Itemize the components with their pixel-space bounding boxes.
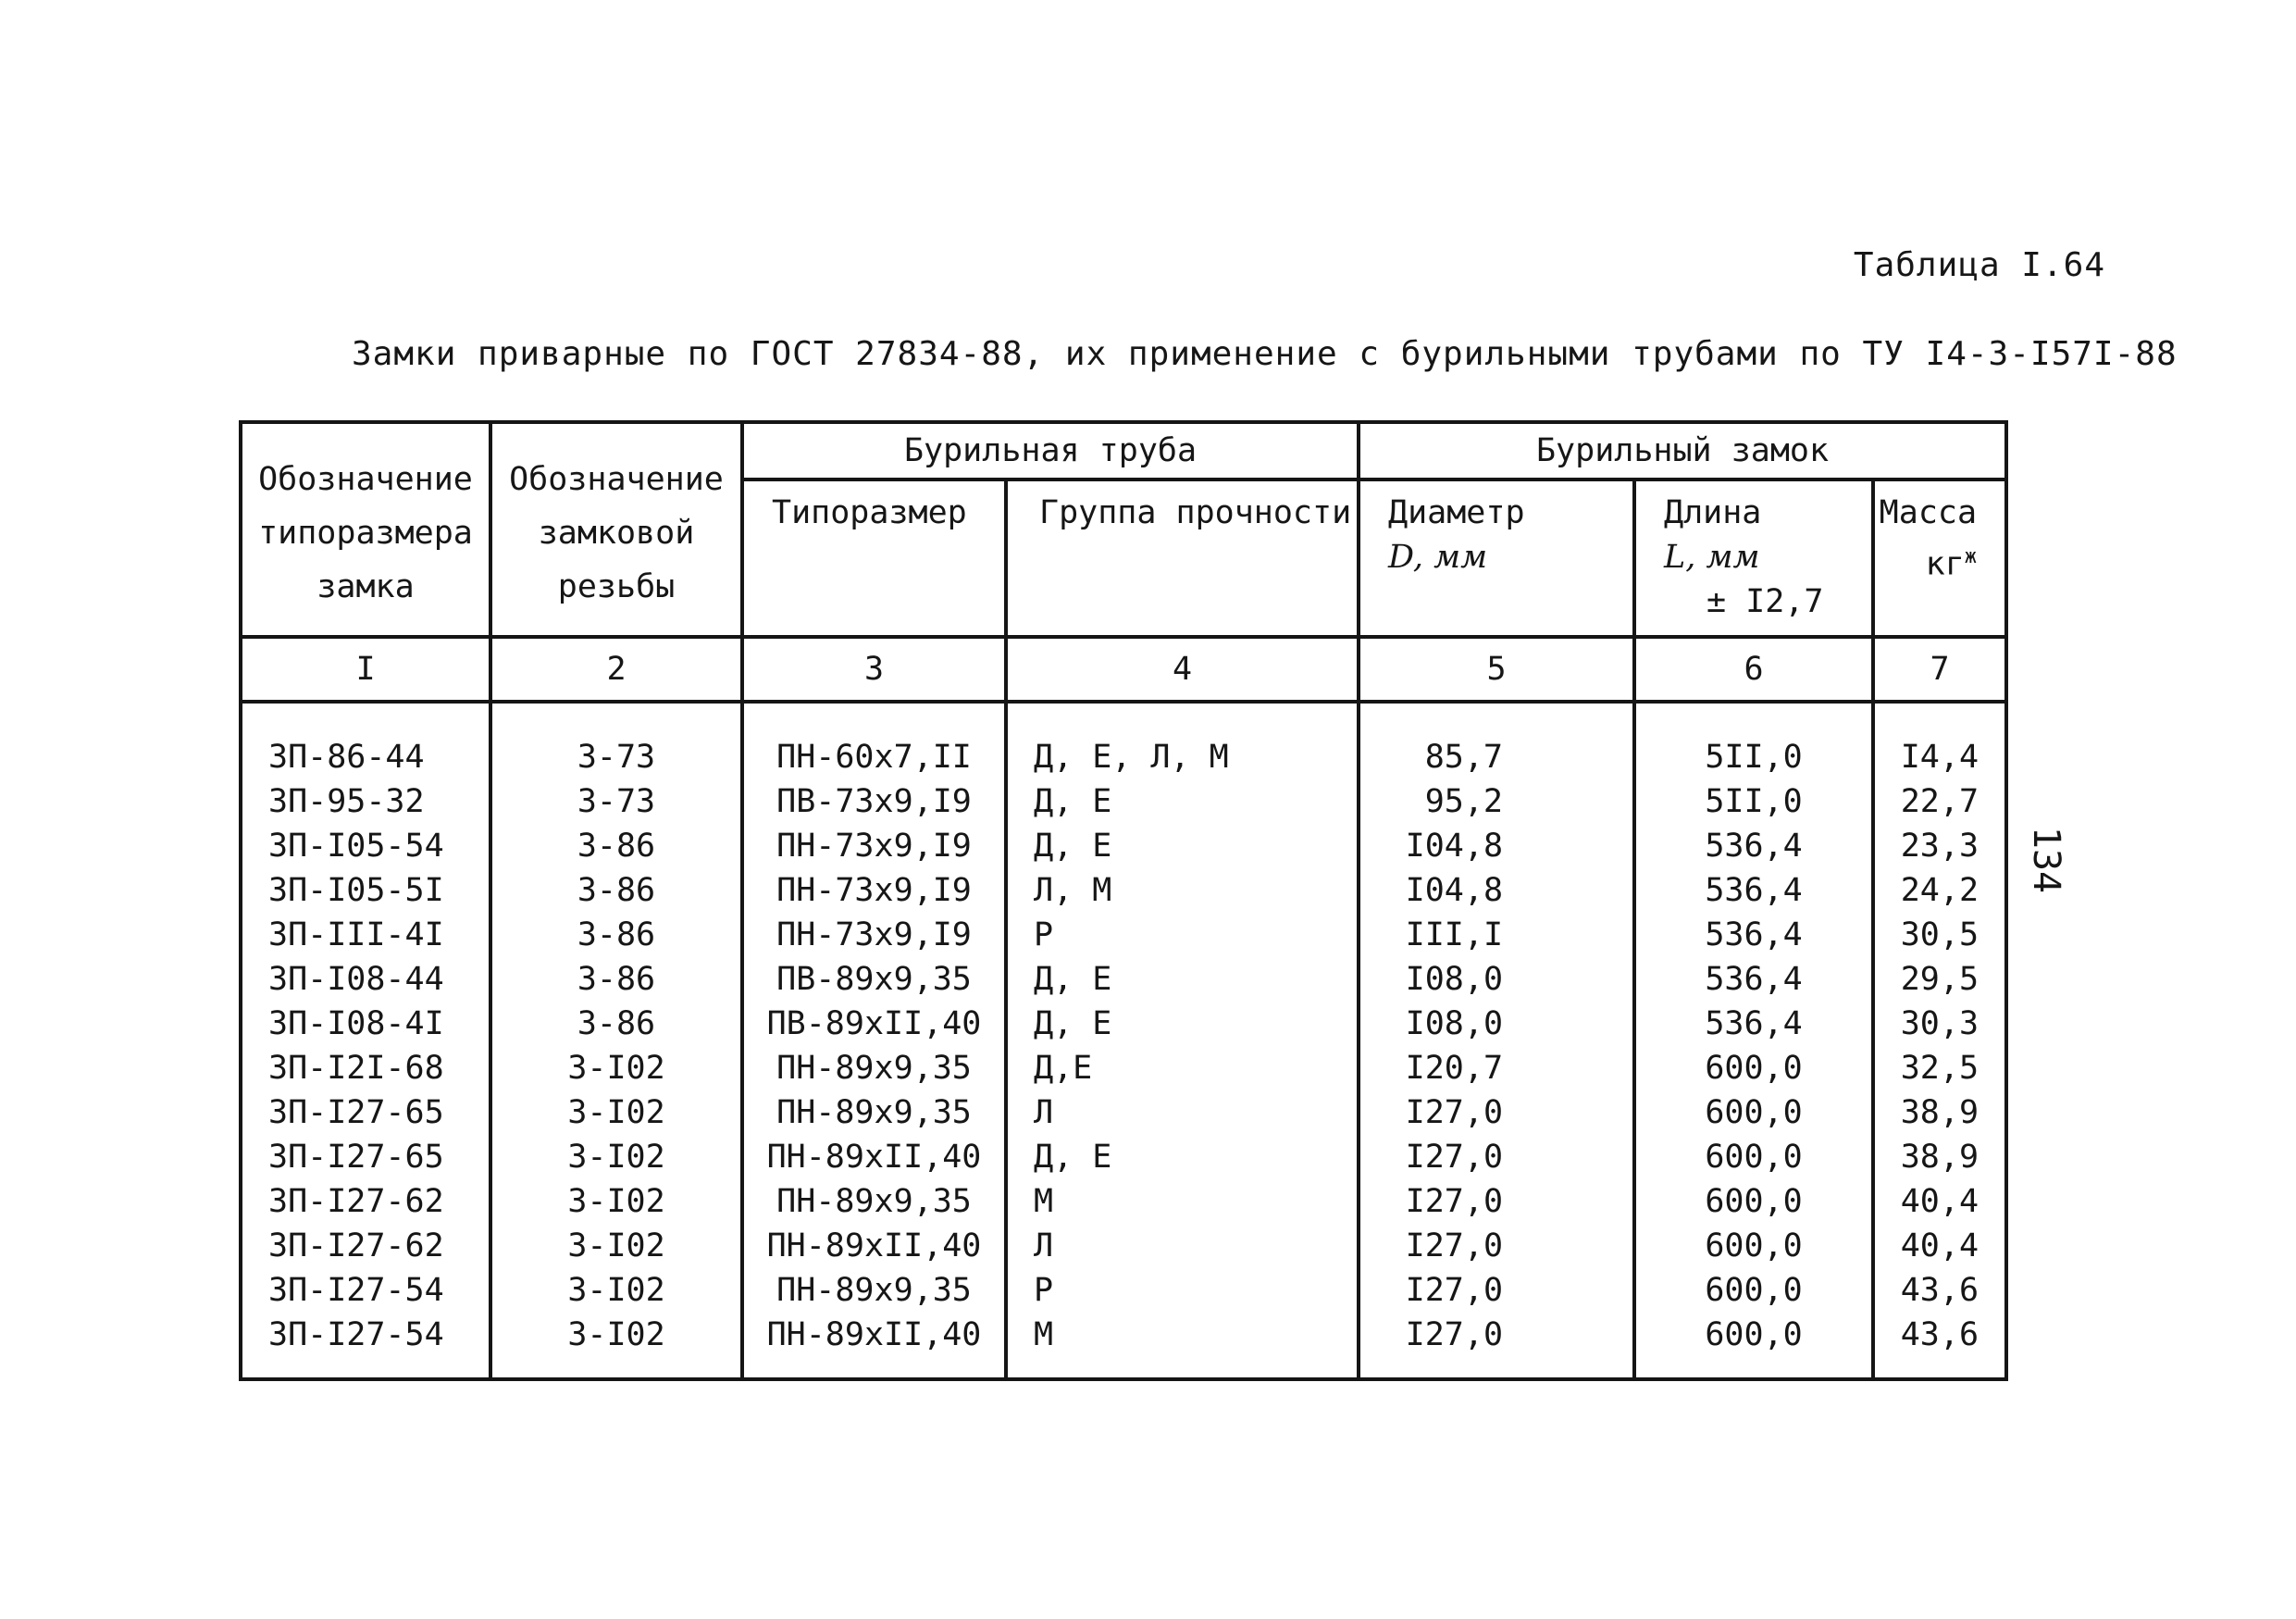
cell-length: 600,0 [1634, 1313, 1873, 1379]
cell-pipe-size: ПН-89х9,35 [742, 1268, 1006, 1313]
table-row [241, 1135, 2006, 1179]
cell-lock-size: ЗП-I27-54 [241, 1268, 490, 1313]
cell-thread: З-I02 [490, 1090, 742, 1135]
header-mass [1873, 479, 2006, 637]
cell-thread: З-86 [490, 957, 742, 1002]
data-table [239, 420, 2008, 1381]
cell-diameter: I27,0 [1359, 1224, 1634, 1268]
column-number: 2 [490, 637, 742, 702]
cell-thread: З-86 [490, 913, 742, 957]
cell-length: 536,4 [1634, 868, 1873, 913]
cell-strength-group: М [1006, 1179, 1359, 1224]
cell-length: 536,4 [1634, 1002, 1873, 1046]
cell-lock-size: ЗП-86-44 [241, 702, 490, 779]
header-diameter [1359, 479, 1634, 637]
cell-strength-group: Д, Е [1006, 1135, 1359, 1179]
cell-mass: 43,6 [1873, 1268, 2006, 1313]
table-label: Таблица I.64 [1853, 246, 2105, 284]
cell-length: 536,4 [1634, 913, 1873, 957]
cell-pipe-size: ПН-89хII,40 [742, 1224, 1006, 1268]
cell-pipe-size: ПН-73х9,I9 [742, 913, 1006, 957]
header-length-label: Длина [1664, 494, 1762, 531]
table-row [241, 1268, 2006, 1313]
table-row [241, 1046, 2006, 1090]
header-thread: Обозначение замковой резьбы [490, 422, 742, 637]
cell-strength-group: Д, Е [1006, 957, 1359, 1002]
cell-pipe-size: ПН-89х9,35 [742, 1179, 1006, 1224]
cell-strength-group: Д,Е [1006, 1046, 1359, 1090]
cell-lock-size: ЗП-I2I-68 [241, 1046, 490, 1090]
cell-lock-size: ЗП-I05-54 [241, 824, 490, 868]
header-diameter-label: Диаметр [1388, 494, 1525, 531]
cell-length: 5II,0 [1634, 702, 1873, 779]
cell-mass: 40,4 [1873, 1224, 2006, 1268]
cell-mass: 30,3 [1873, 1002, 2006, 1046]
cell-strength-group: Д, Е [1006, 824, 1359, 868]
cell-thread: З-I02 [490, 1268, 742, 1313]
header-length-unit: L, мм [1664, 539, 1760, 576]
cell-pipe-size: ПН-89хII,40 [742, 1135, 1006, 1179]
header-diameter-unit: D, мм [1388, 539, 1488, 576]
cell-diameter: 85,7 [1359, 702, 1634, 779]
cell-length: 600,0 [1634, 1090, 1873, 1135]
cell-thread: З-86 [490, 824, 742, 868]
cell-lock-size: ЗП-I27-54 [241, 1313, 490, 1379]
table-row [241, 1224, 2006, 1268]
cell-mass: 24,2 [1873, 868, 2006, 913]
cell-strength-group: Р [1006, 913, 1359, 957]
cell-lock-size: ЗП-I27-65 [241, 1135, 490, 1179]
cell-pipe-size: ПН-89х9,35 [742, 1046, 1006, 1090]
cell-thread: З-73 [490, 779, 742, 824]
column-number: 3 [742, 637, 1006, 702]
cell-diameter: I20,7 [1359, 1046, 1634, 1090]
header-pipe-size: Типоразмер [742, 479, 1006, 637]
header-mass-unit: кг [1925, 545, 1965, 583]
table-row [241, 702, 2006, 779]
cell-pipe-size: ПВ-89хII,40 [742, 1002, 1006, 1046]
cell-pipe-size: ПН-73х9,I9 [742, 868, 1006, 913]
cell-mass: 43,6 [1873, 1313, 2006, 1379]
header-length [1634, 479, 1873, 637]
table-row [241, 1002, 2006, 1046]
header-drill-lock: Бурильный замок [1359, 422, 2006, 479]
cell-diameter: I27,0 [1359, 1135, 1634, 1179]
cell-lock-size: ЗП-I08-4I [241, 1002, 490, 1046]
table-row [241, 824, 2006, 868]
cell-diameter: I08,0 [1359, 957, 1634, 1002]
cell-thread: З-I02 [490, 1135, 742, 1179]
cell-diameter: I27,0 [1359, 1313, 1634, 1379]
cell-thread: З-I02 [490, 1224, 742, 1268]
cell-lock-size: ЗП-I27-65 [241, 1090, 490, 1135]
cell-diameter: III,I [1359, 913, 1634, 957]
cell-strength-group: Л, М [1006, 868, 1359, 913]
cell-length: 600,0 [1634, 1224, 1873, 1268]
cell-diameter: 95,2 [1359, 779, 1634, 824]
cell-mass: 32,5 [1873, 1046, 2006, 1090]
cell-lock-size: ЗП-95-32 [241, 779, 490, 824]
column-number: 4 [1006, 637, 1359, 702]
cell-mass: 22,7 [1873, 779, 2006, 824]
cell-length: 600,0 [1634, 1046, 1873, 1090]
cell-strength-group: Л [1006, 1224, 1359, 1268]
cell-diameter: I27,0 [1359, 1090, 1634, 1135]
cell-lock-size: ЗП-I27-62 [241, 1179, 490, 1224]
cell-mass: 23,3 [1873, 824, 2006, 868]
cell-lock-size: ЗП-I08-44 [241, 957, 490, 1002]
table-row [241, 779, 2006, 824]
cell-diameter: I04,8 [1359, 824, 1634, 868]
table-row [241, 957, 2006, 1002]
cell-strength-group: Д, Е, Л, М [1006, 702, 1359, 779]
header-strength-group: Группа прочности [1006, 479, 1359, 637]
cell-thread: З-73 [490, 702, 742, 779]
header-lock-size: Обозначение типоразмера замка [241, 422, 490, 637]
cell-strength-group: Р [1006, 1268, 1359, 1313]
header-length-tolerance: ± I2,7 [1706, 583, 1824, 620]
cell-length: 600,0 [1634, 1179, 1873, 1224]
cell-length: 536,4 [1634, 824, 1873, 868]
header-mass-footnote-mark: ж [1964, 545, 1978, 568]
cell-mass: 38,9 [1873, 1135, 2006, 1179]
cell-thread: З-86 [490, 1002, 742, 1046]
cell-length: 5II,0 [1634, 779, 1873, 824]
column-number: 6 [1634, 637, 1873, 702]
cell-mass: 30,5 [1873, 913, 2006, 957]
cell-pipe-size: ПН-89хII,40 [742, 1313, 1006, 1379]
cell-diameter: I27,0 [1359, 1179, 1634, 1224]
header-drill-pipe: Бурильная труба [742, 422, 1359, 479]
cell-thread: З-86 [490, 868, 742, 913]
cell-mass: 38,9 [1873, 1090, 2006, 1135]
cell-length: 536,4 [1634, 957, 1873, 1002]
page-number: 134 [2025, 826, 2068, 894]
cell-thread: З-I02 [490, 1046, 742, 1090]
cell-thread: З-I02 [490, 1313, 742, 1379]
cell-diameter: I08,0 [1359, 1002, 1634, 1046]
cell-strength-group: Д, Е [1006, 1002, 1359, 1046]
cell-strength-group: М [1006, 1313, 1359, 1379]
column-number: 7 [1873, 637, 2006, 702]
cell-diameter: I04,8 [1359, 868, 1634, 913]
table-row [241, 868, 2006, 913]
table-caption: Замки приварные по ГОСТ 27834-88, их применение с бурильными трубами по ТУ I4-3-I57I-88 [352, 335, 2178, 373]
cell-strength-group: Д, Е [1006, 779, 1359, 824]
cell-mass: I4,4 [1873, 702, 2006, 779]
cell-thread: З-I02 [490, 1179, 742, 1224]
column-number: 5 [1359, 637, 1634, 702]
cell-pipe-size: ПН-73х9,I9 [742, 824, 1006, 868]
cell-lock-size: ЗП-I05-5I [241, 868, 490, 913]
column-number: I [241, 637, 490, 702]
table-row [241, 1179, 2006, 1224]
cell-strength-group: Л [1006, 1090, 1359, 1135]
header-mass-label: Масса [1879, 494, 1978, 531]
cell-mass: 40,4 [1873, 1179, 2006, 1224]
table-row [241, 1090, 2006, 1135]
table-row [241, 913, 2006, 957]
cell-pipe-size: ПН-60х7,II [742, 702, 1006, 779]
table-row [241, 1313, 2006, 1379]
cell-lock-size: ЗП-III-4I [241, 913, 490, 957]
cell-pipe-size: ПН-89х9,35 [742, 1090, 1006, 1135]
cell-pipe-size: ПВ-89х9,35 [742, 957, 1006, 1002]
cell-length: 600,0 [1634, 1135, 1873, 1179]
cell-lock-size: ЗП-I27-62 [241, 1224, 490, 1268]
cell-length: 600,0 [1634, 1268, 1873, 1313]
cell-pipe-size: ПВ-73х9,I9 [742, 779, 1006, 824]
cell-diameter: I27,0 [1359, 1268, 1634, 1313]
cell-mass: 29,5 [1873, 957, 2006, 1002]
